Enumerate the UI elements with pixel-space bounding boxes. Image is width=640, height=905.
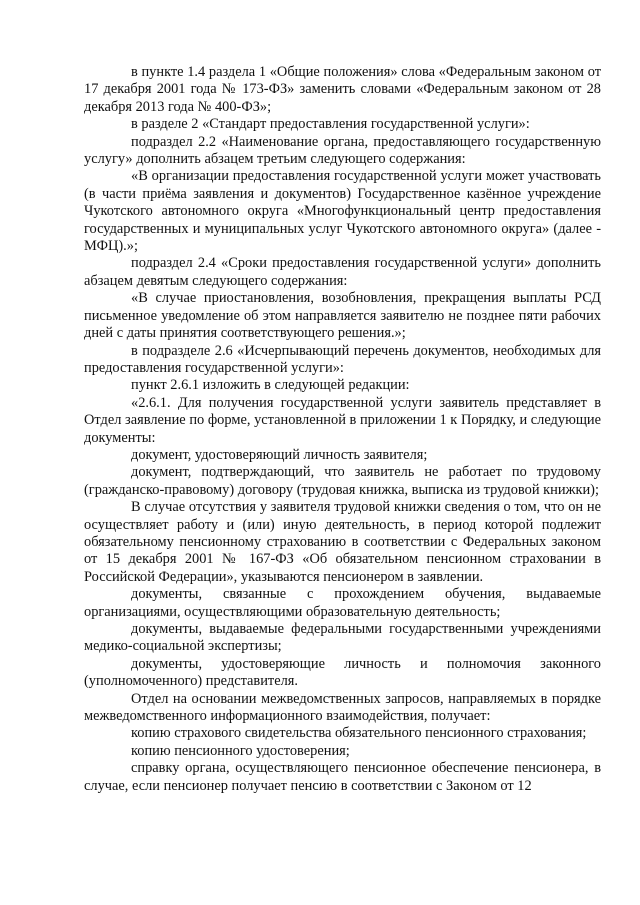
paragraph: «В организации предоставления государственной услуги может участвовать (в части приёма заявления и документов) Государственное казённое учреждение Чукотского автономного округа «Многофункциональный центр предоставления государственных и муниципальных услуг Чукотского автономного округа» (далее - МФЦ).»; — [84, 168, 601, 255]
paragraph: подраздел 2.2 «Наименование органа, предоставляющего государственную услугу» дополнить абзацем третьим следующего содержания: — [84, 133, 601, 168]
paragraph: в разделе 2 «Стандарт предоставления государственной услуги»: — [131, 116, 530, 133]
paragraph: пункт 2.6.1 изложить в следующей редакции: — [131, 377, 410, 394]
paragraph: подраздел 2.4 «Сроки предоставления государственной услуги» дополнить абзацем девятым следующего содержания: — [84, 255, 601, 289]
paragraph: «2.6.1. Для получения государственной услуги заявитель представляет в Отдел заявление по форме, установленной в приложении 1 к Порядку, и следующие документы: — [84, 394, 601, 446]
paragraph: документы, связанные с прохождением обучения, выдаваемые организациями, осуществляющими образовательную деятельность; — [84, 586, 601, 620]
paragraph: копию страхового свидетельства обязательного пенсионного страхования; — [131, 725, 587, 742]
paragraph: справку органа, осуществляющего пенсионное обеспечение пенсионера, в случае, если пенсионер получает пенсию в соответствии с Законом от 12 — [84, 760, 601, 794]
paragraph: документы, выдаваемые федеральными государственными учреждениями медико-социальной экспертизы; — [84, 621, 601, 655]
paragraph: в подразделе 2.6 «Исчерпывающий перечень документов, необходимых для предоставления государственной услуги»: — [84, 342, 601, 376]
paragraph: документ, удостоверяющий личность заявителя; — [131, 446, 428, 463]
paragraph: копию пенсионного удостоверения; — [131, 742, 350, 759]
paragraph: в пункте 1.4 раздела 1 «Общие положения» слова «Федеральным законом от 17 декабря 2001 года № 173-ФЗ» заменить словами «Федеральным законом от 28 декабря 2013 года № 400-ФЗ»; — [84, 64, 601, 115]
paragraph: документы, удостоверяющие личность и полномочия законного (уполномоченного) представителя. — [84, 655, 601, 690]
paragraph: В случае отсутствия у заявителя трудовой книжки сведения о том, что он не осуществляет работу и (или) иную деятельность, в период которой подлежит обязательному пенсионному страхованию в соответствии с Федеральных законом от 15 декабря 2001 № 167-ФЗ «Об обязательном пенсионном страховании в Российской Федерации», указываются пенсионером в заявлении. — [84, 499, 601, 585]
paragraph: «В случае приостановления, возобновления, прекращения выплаты РСД письменное уведомление об этом направляется заявителю не позднее пяти рабочих дней с даты принятия соответствующего решения.»; — [84, 290, 601, 342]
paragraph: Отдел на основании межведомственных запросов, направляемых в порядке межведомственного информационного взаимодействия, получает: — [84, 690, 601, 725]
document-body — [84, 64, 601, 795]
paragraph: документ, подтверждающий, что заявитель не работает по трудовому (гражданско-правовому) договору (трудовая книжка, выписка из трудовой книжки); — [84, 464, 601, 498]
